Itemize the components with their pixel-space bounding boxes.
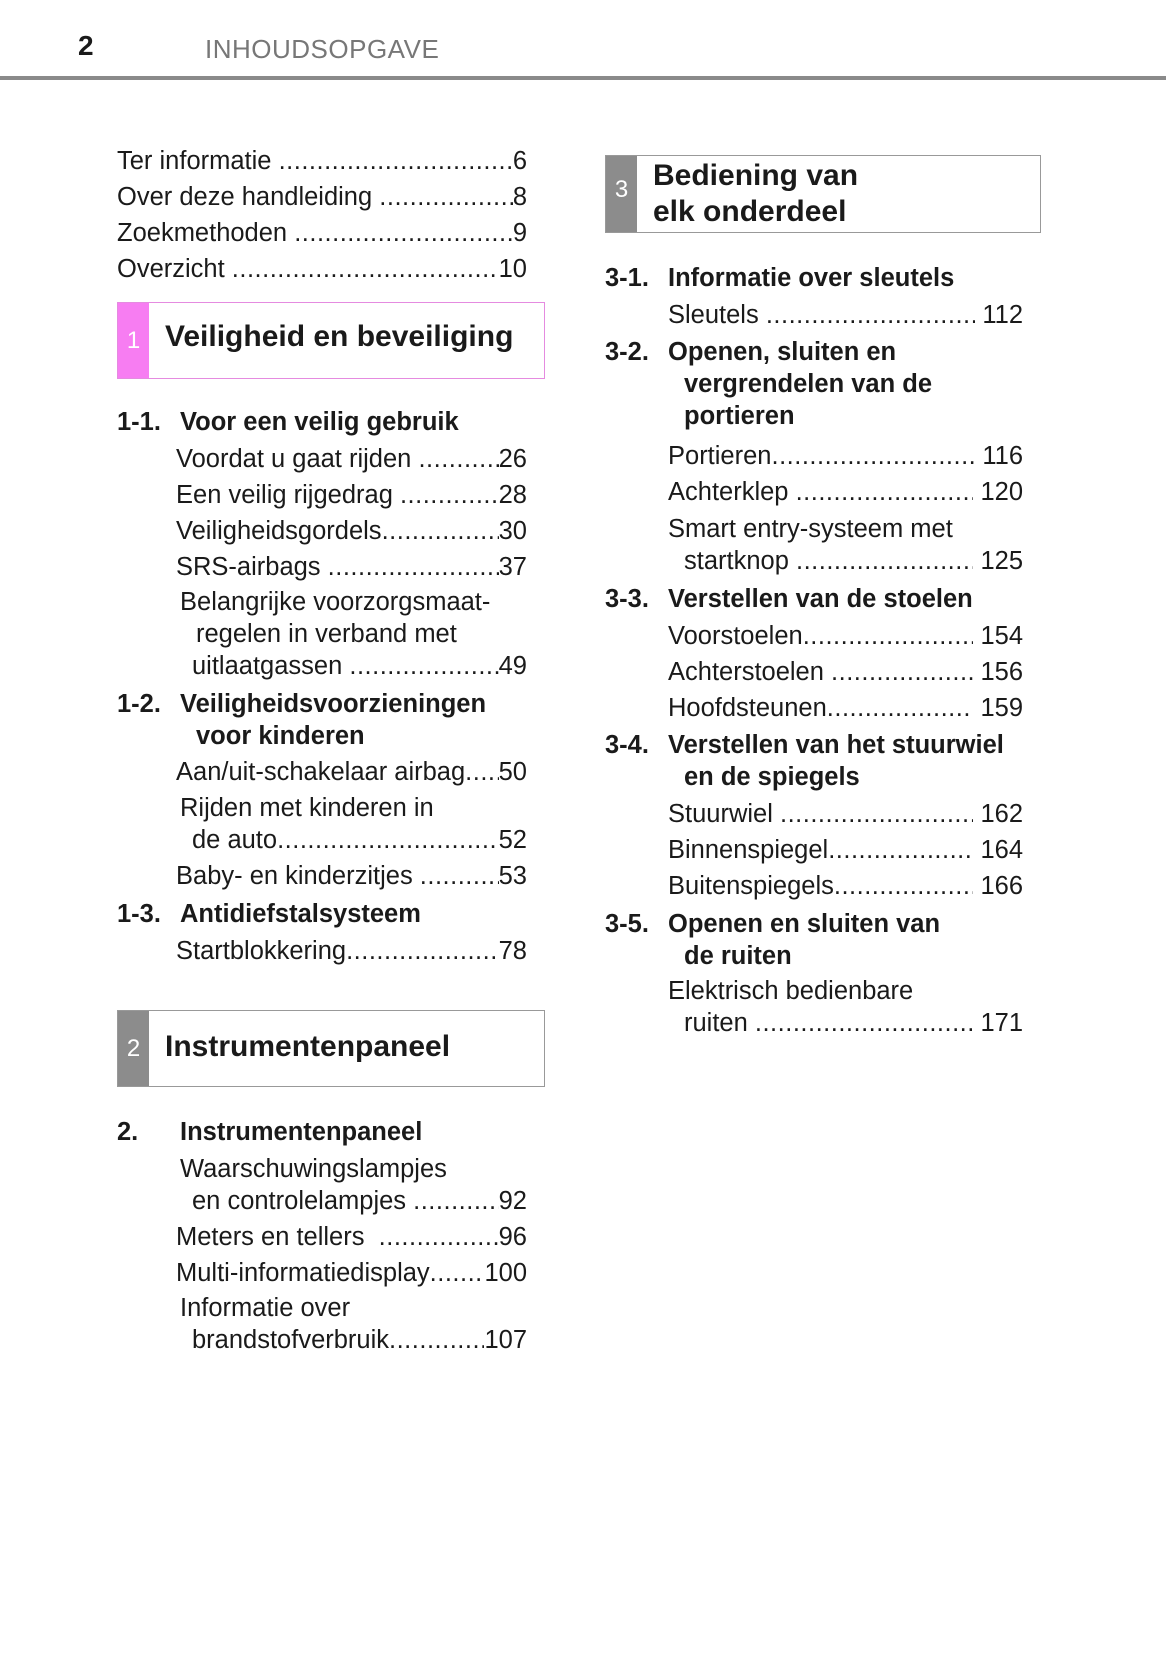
toc-entry[interactable]: brandstofverbruik ..... 107 (192, 1322, 527, 1358)
chapter-title-line: Bediening van (653, 159, 859, 192)
toc-entry[interactable]: Veiligheidsgordels ..... 30 (176, 513, 527, 549)
toc-entry[interactable]: Multi-informatiedisplay ..... 100 (176, 1255, 527, 1291)
page-title: INHOUDSOPGAVE (205, 34, 440, 64)
toc-entry-line: regelen in verband met (196, 620, 457, 648)
toc-entry[interactable]: Stuurwiel ..... 162 (668, 796, 1023, 832)
toc-entry[interactable]: ruiten ..... 171 (684, 1005, 1023, 1041)
page-header (0, 0, 1166, 82)
chapter-number-tab: 3 (606, 156, 637, 232)
toc-entry-line: Informatie over (180, 1294, 351, 1322)
toc-entry[interactable]: Achterklep ..... 120 (668, 474, 1023, 510)
toc-entry[interactable]: Portieren ..... 116 (668, 438, 1023, 474)
section-heading: 3-2. Openen, sluiten en vergrendelen van de portieren (605, 338, 933, 430)
toc-entry[interactable]: de auto ..... 52 (192, 822, 527, 858)
chapter-3-header[interactable] (605, 155, 1041, 233)
toc-entry[interactable]: Sleutels ..... 112 (668, 297, 1023, 333)
section-heading: 1-3. Antidiefstalsysteem (117, 900, 421, 928)
toc-entry[interactable]: Startblokkering ..... 78 (176, 933, 527, 969)
section-heading: 3-3. Verstellen van de stoelen (605, 585, 973, 613)
chapter-number-tab: 2 (118, 1011, 149, 1086)
toc-entry[interactable]: Achterstoelen ..... 156 (668, 654, 1023, 690)
toc-entry[interactable]: Ter informatie ..... 6 (117, 143, 527, 179)
page-number: 2 (78, 30, 94, 61)
section-heading: 3-4. Verstellen van het stuurwiel en de spiegels (605, 731, 1004, 791)
toc-entry-line: Elektrisch bedienbare (668, 977, 914, 1005)
toc-entry-line: Rijden met kinderen in (180, 794, 434, 822)
section-heading: 3-5. Openen en sluiten van de ruiten (605, 910, 941, 970)
chapter-title-line: elk onderdeel (653, 195, 847, 228)
toc-entry[interactable]: uitlaatgassen ..... 49 (192, 648, 527, 684)
toc-entry[interactable]: Binnenspiegel ..... 164 (668, 832, 1023, 868)
toc-entry-line: Belangrijke voorzorgsmaat- (180, 588, 491, 616)
section-heading: 1-2. Veiligheidsvoorzieningen voor kinderen (117, 690, 487, 750)
chapter-title: Instrumentenpaneel (165, 1030, 451, 1063)
toc-entry[interactable]: SRS-airbags ..... 37 (176, 549, 527, 585)
toc-entry[interactable]: Baby- en kinderzitjes ..... 53 (176, 858, 527, 894)
toc-entry[interactable]: startknop ..... 125 (684, 543, 1023, 579)
header-divider (0, 76, 1166, 80)
toc-entry[interactable]: Zoekmethoden ..... 9 (117, 215, 527, 251)
toc-entry[interactable]: Een veilig rijgedrag ..... 28 (176, 477, 527, 513)
toc-entry[interactable]: Voordat u gaat rijden ..... 26 (176, 441, 527, 477)
toc-entry[interactable]: Meters en tellers ..... 96 (176, 1219, 527, 1255)
chapter-title: Veiligheid en beveiliging (165, 320, 514, 353)
section-heading: 2. Instrumentenpaneel (117, 1118, 423, 1146)
chapter-2-header[interactable] (117, 1010, 545, 1087)
toc-entry[interactable]: Overzicht ..... 10 (117, 251, 527, 287)
toc-entry[interactable]: en controlelampjes ..... 92 (192, 1183, 527, 1219)
toc-entry[interactable]: Hoofdsteunen ..... 159 (668, 690, 1023, 726)
toc-entry-line: Waarschuwingslampjes (180, 1155, 447, 1183)
section-heading: 3-1. Informatie over sleutels (605, 264, 955, 292)
toc-entry[interactable]: Aan/uit-schakelaar airbag ..... 50 (176, 754, 527, 790)
toc-entry[interactable]: Voorstoelen ..... 154 (668, 618, 1023, 654)
toc-entry-line: Smart entry-systeem met (668, 515, 953, 543)
chapter-number-tab: 1 (118, 303, 149, 378)
toc-entry[interactable]: Buitenspiegels ..... 166 (668, 868, 1023, 904)
toc-entry[interactable]: Over deze handleiding ..... 8 (117, 179, 527, 215)
chapter-1-header[interactable] (117, 302, 545, 379)
section-heading: 1-1. Voor een veilig gebruik (117, 408, 459, 436)
